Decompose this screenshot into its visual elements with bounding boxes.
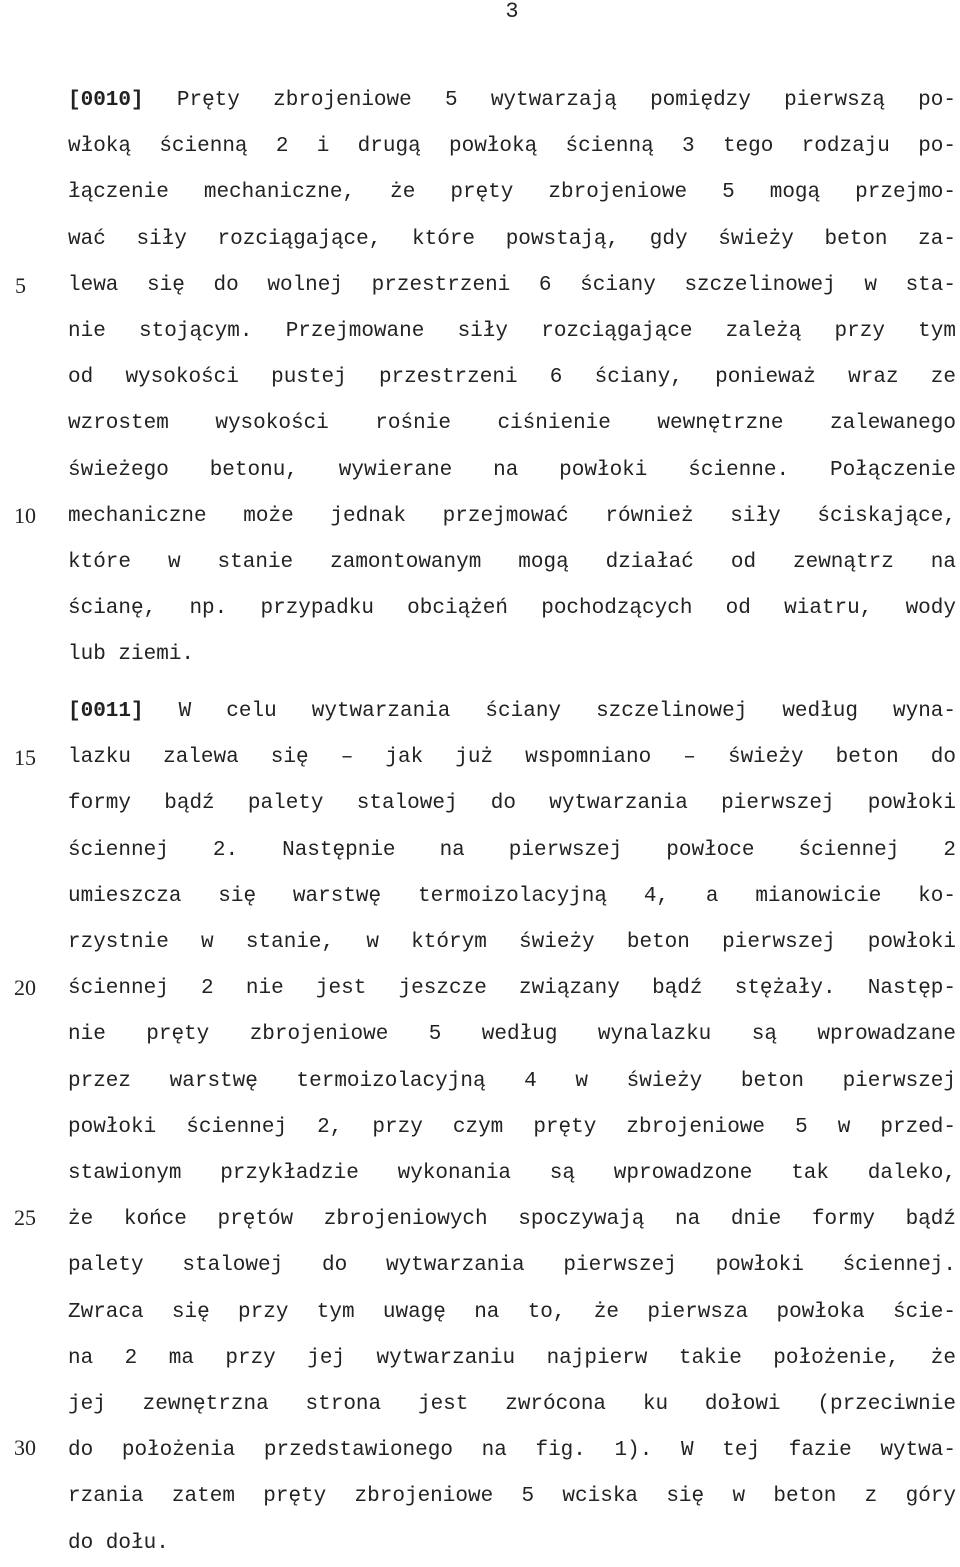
line-number-20: 20 — [14, 975, 36, 1000]
paragraph-line: jej zewnętrzna strona jest zwrócona ku dołowi (przeciwnie — [68, 1393, 956, 1417]
paragraph-line: mechaniczne może jednak przejmować również siły ściskające, — [68, 504, 956, 528]
paragraph-line: na 2 ma przy jej wytwarzaniu najpierw takie położenie, że — [68, 1346, 956, 1370]
paragraph-line: które w stanie zamontowanym mogą działać od zewnątrz na — [68, 551, 956, 575]
paragraph-line: od wysokości pustej przestrzeni 6 ściany, ponieważ wraz ze — [68, 366, 956, 390]
paragraph-line: umieszcza się warstwę termoizolacyjną 4, a mianowicie ko- — [68, 884, 956, 908]
line-number-10: 10 — [14, 503, 36, 528]
paragraph-line: ściennej 2. Następnie na pierwszej powłoce ściennej 2 — [68, 838, 956, 862]
paragraph-tag: [0011] — [68, 700, 144, 723]
paragraph-line: lub ziemi. — [68, 643, 195, 667]
paragraph-line — [68, 689, 956, 735]
paragraph-line: powłoki ściennej 2, przy czym pręty zbrojeniowe 5 w przed- — [68, 1115, 956, 1139]
paragraph-line: palety stalowej do wytwarzania pierwszej powłoki ściennej. — [68, 1254, 956, 1278]
paragraph-line: do dołu. — [68, 1531, 169, 1555]
paragraph-0011 — [68, 689, 956, 1567]
paragraph-line: nie stojącym. Przejmowane siły rozciągające zależą przy tym — [68, 320, 956, 344]
paragraph-text: W celu wytwarzania ściany szczelinowej według wyna- — [143, 700, 956, 723]
paragraph-line: Zwraca się przy tym uwagę na to, że pierwsza powłoka ście- — [68, 1300, 956, 1324]
paragraph-0010 — [68, 78, 956, 679]
paragraph-line: ścianę, np. przypadku obciążeń pochodzących od wiatru, wody — [68, 597, 956, 621]
paragraph-line: włoką ścienną 2 i drugą powłoką ścienną 3 tego rodzaju po- — [68, 135, 956, 159]
paragraph-line: wzrostem wysokości rośnie ciśnienie wewnętrzne zalewanego — [68, 412, 956, 436]
paragraph-line: świeżego betonu, wywierane na powłoki ścienne. Połączenie — [68, 458, 956, 482]
paragraph-line: lewa się do wolnej przestrzeni 6 ściany szczelinowej w sta- — [68, 273, 956, 297]
paragraph-line — [68, 78, 956, 124]
paragraph-line: rzania zatem pręty zbrojeniowe 5 wciska się w beton z góry — [68, 1485, 956, 1509]
line-number-30: 30 — [14, 1435, 36, 1460]
paragraph-line: nie pręty zbrojeniowe 5 według wynalazku są wprowadzane — [68, 1023, 956, 1047]
paragraph-line: że końce prętów zbrojeniowych spoczywają na dnie formy bądź — [68, 1208, 956, 1232]
paragraph-line: lazku zalewa się – jak już wspomniano – świeży beton do — [68, 746, 956, 770]
paragraph-line: przez warstwę termoizolacyjną 4 w świeży beton pierwszej — [68, 1069, 956, 1093]
paragraph-tag: [0010] — [68, 89, 144, 112]
line-number-25: 25 — [14, 1205, 36, 1230]
paragraph-line: do położenia przedstawionego na fig. 1). W tej fazie wytwa- — [68, 1439, 956, 1463]
paragraph-line: stawionym przykładzie wykonania są wprowadzone tak daleko, — [68, 1162, 956, 1186]
paragraph-line: wać siły rozciągające, które powstają, gdy świeży beton za- — [68, 227, 956, 251]
paragraph-line: ściennej 2 nie jest jeszcze związany bądź stężały. Następ- — [68, 977, 956, 1001]
paragraph-line: łączenie mechaniczne, że pręty zbrojeniowe 5 mogą przejmo- — [68, 181, 956, 205]
paragraph-text: Pręty zbrojeniowe 5 wytwarzają pomiędzy pierwszą po- — [143, 89, 956, 112]
line-number-5: 5 — [15, 273, 26, 298]
paragraph-line: formy bądź palety stalowej do wytwarzania pierwszej powłoki — [68, 792, 956, 816]
line-number-15: 15 — [14, 745, 36, 770]
page-number: 3 — [505, 0, 519, 24]
paragraph-line: rzystnie w stanie, w którym świeży beton pierwszej powłoki — [68, 931, 956, 955]
